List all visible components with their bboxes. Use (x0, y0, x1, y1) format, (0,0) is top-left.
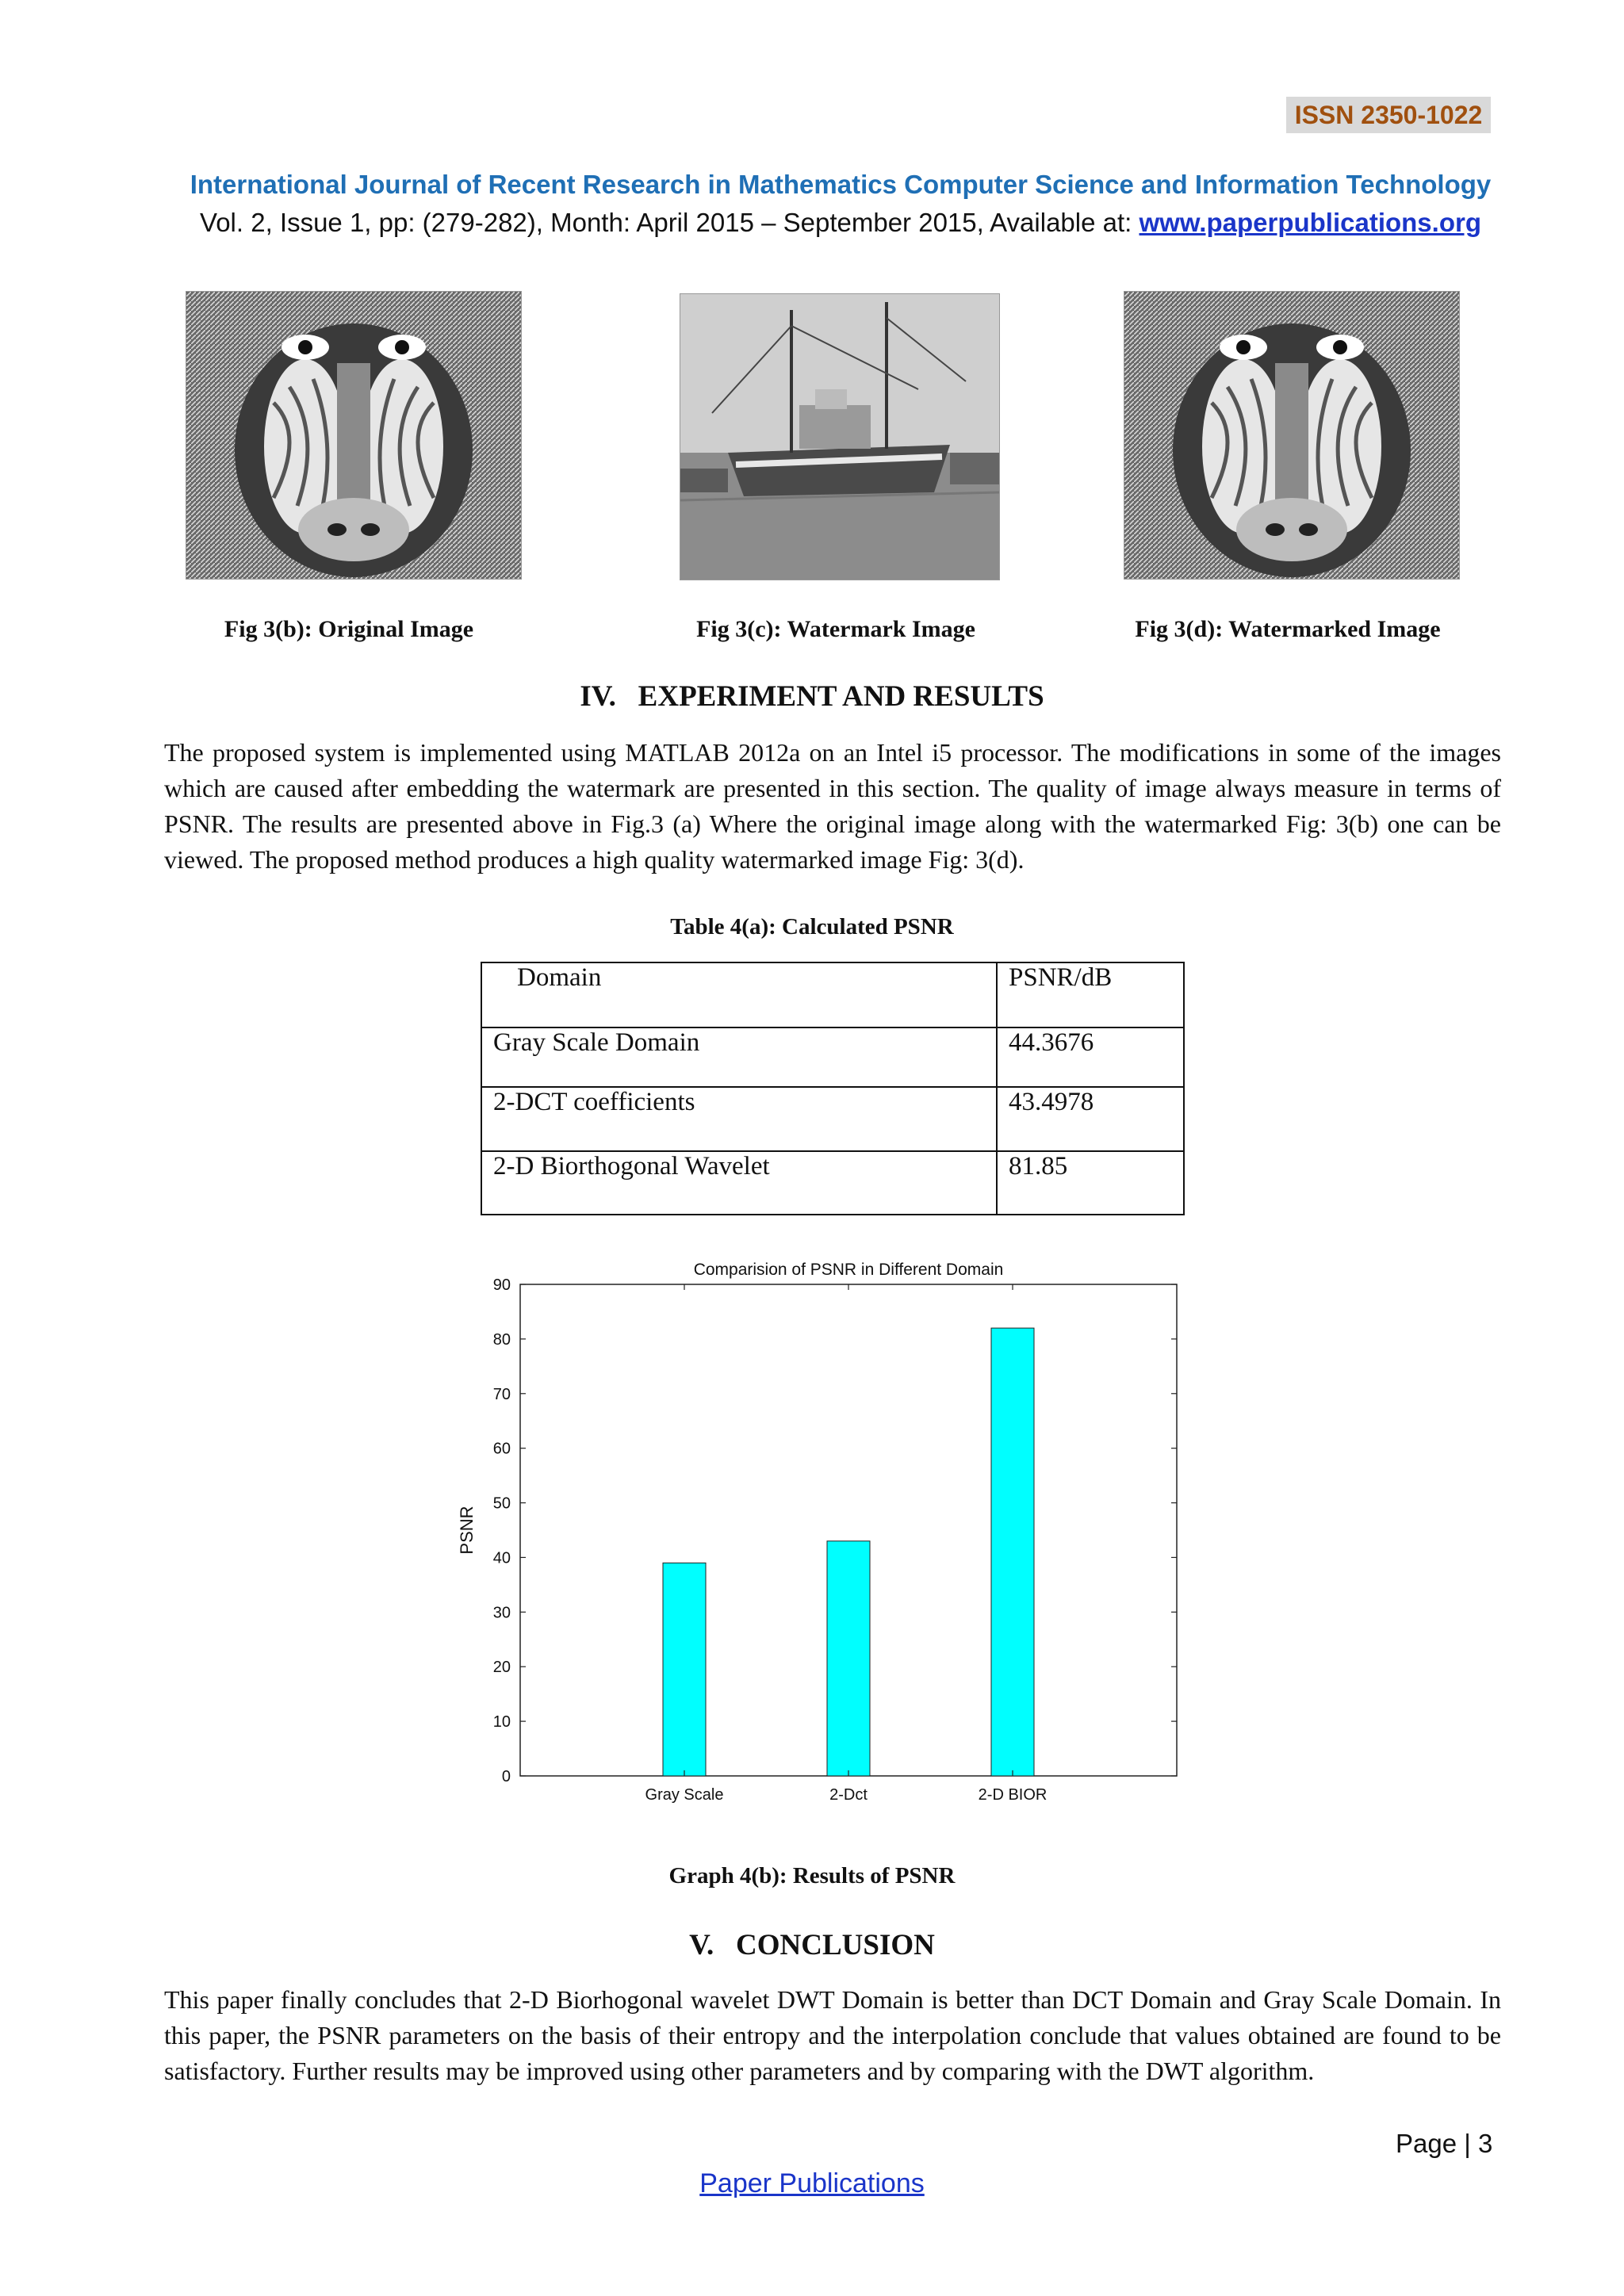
table-caption: Table 4(a): Calculated PSNR (670, 914, 954, 939)
table-cell: 44.3676 (997, 1027, 1184, 1087)
y-tick-label: 60 (492, 1440, 511, 1458)
page-number: Page | 3 (1396, 2129, 1493, 2158)
section-paragraph-conclusion: This paper finally concludes that 2-D Biorhogonal wavelet DWT Domain is better than DCT Domain and Gray Scale Domain. In this paper, the PSNR parameters on the basis of their entropy and the interpolation conclude that values obtained are found to be satisfactory. Further results may be improved using other parameters and by comparing with the DWT algorithm. (164, 1985, 1501, 2085)
publisher-footer (0, 2168, 1624, 2199)
chart-svg (444, 1245, 1189, 1816)
table-cell: 2-DCT coefficients (481, 1087, 997, 1151)
publisher-link[interactable]: Paper Publications (699, 2168, 925, 2198)
table-row (481, 1027, 1184, 1087)
y-tick-label: 0 (501, 1768, 511, 1785)
y-tick-label: 30 (492, 1604, 511, 1622)
y-tick-label: 90 (492, 1276, 511, 1294)
figure-watermarked-image (1124, 291, 1460, 580)
table-cell: 43.4978 (997, 1087, 1184, 1151)
x-tick-label: Gray Scale (645, 1786, 724, 1804)
table-cell: 2-D Biorthogonal Wavelet (481, 1151, 997, 1215)
psnr-bar-chart (444, 1245, 1189, 1816)
bar (827, 1541, 870, 1776)
figure-caption-watermark: Fig 3(c): Watermark Image (696, 616, 975, 642)
table-row (481, 1151, 1184, 1215)
y-tick-label: 80 (492, 1330, 511, 1349)
volume-text: Vol. 2, Issue 1, pp: (279-282), Month: April 2015 – September 2015, Available at: (200, 208, 1139, 237)
table-cell: 81.85 (997, 1151, 1184, 1215)
figure-original-image (186, 291, 522, 580)
table-cell: Gray Scale Domain (481, 1027, 997, 1087)
section-heading-experiment: IV. EXPERIMENT AND RESULTS (580, 680, 1044, 713)
section-paragraph-experiment: The proposed system is implemented using MATLAB 2012a on an Intel i5 processor. The modifications in some of the images which are caused after embedding the watermark are presented in this section. The quality of image always measure in terms of PSNR. The results are presented above in Fig.3 (a) Where the original image along with the watermarked Fig: 3(b) one can be viewed. The proposed method produces a high quality watermarked image Fig: 3(d). (164, 738, 1501, 874)
figure-watermark-image (680, 293, 1000, 580)
table-header-row (481, 962, 1184, 1027)
table-header-domain: Domain (481, 962, 997, 1027)
x-tick-label: 2-D BIOR (978, 1786, 1048, 1804)
psnr-table (481, 962, 1185, 1215)
graph-caption: Graph 4(b): Results of PSNR (668, 1863, 956, 1888)
y-axis-label: PSNR (457, 1506, 477, 1555)
figure-caption-original: Fig 3(b): Original Image (224, 616, 474, 642)
y-tick-label: 10 (492, 1713, 511, 1732)
bar (663, 1563, 706, 1776)
journal-url-link[interactable]: www.paperpublications.org (1139, 208, 1481, 237)
journal-title: International Journal of Recent Research in Mathematics Computer Science and Information Technology (190, 170, 1492, 199)
y-tick-label: 40 (492, 1549, 511, 1567)
section-heading-conclusion: V. CONCLUSION (689, 1929, 935, 1961)
figure-caption-watermarked: Fig 3(d): Watermarked Image (1135, 616, 1441, 642)
chart-title: Comparision of PSNR in Different Domain (693, 1261, 1004, 1279)
table-header-psnr: PSNR/dB (997, 962, 1184, 1027)
issn-badge: ISSN 2350-1022 (1286, 97, 1491, 133)
bar (991, 1328, 1034, 1776)
x-tick-label: 2-Dct (829, 1786, 868, 1804)
y-tick-label: 20 (492, 1659, 511, 1677)
y-tick-label: 50 (492, 1494, 511, 1513)
table-row (481, 1087, 1184, 1151)
volume-line (79, 208, 1602, 238)
y-tick-label: 70 (492, 1385, 511, 1403)
